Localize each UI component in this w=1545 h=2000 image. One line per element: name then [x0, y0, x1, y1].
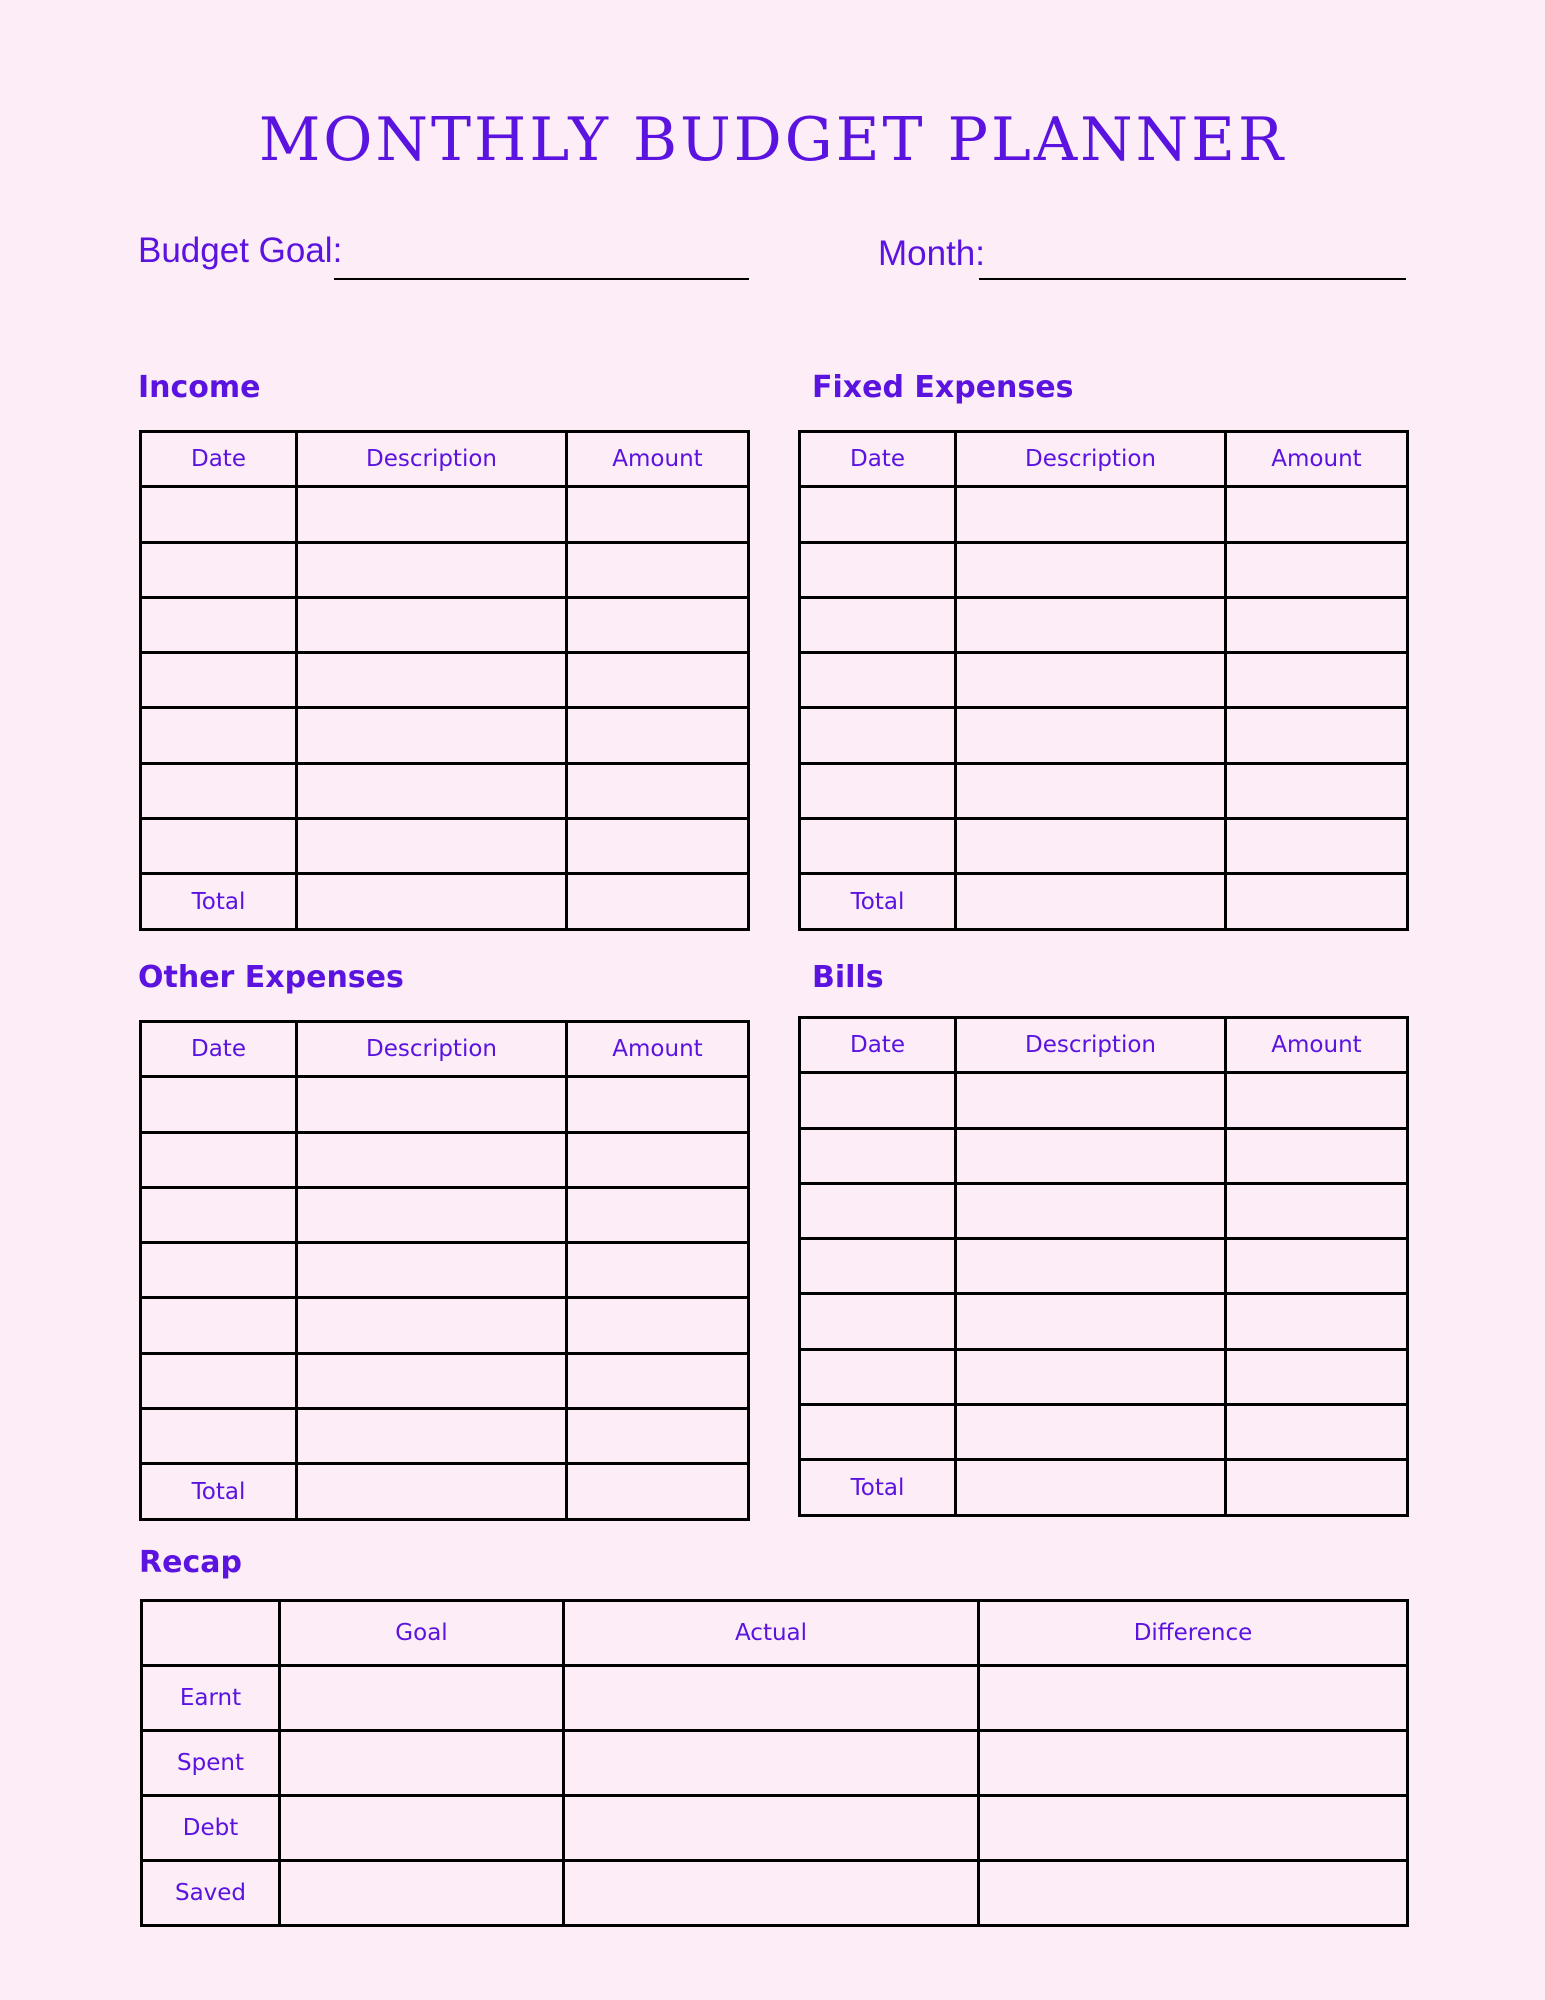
debt-goal-cell[interactable]: [280, 1796, 564, 1861]
total-label: Total: [800, 874, 956, 929]
amount-cell[interactable]: [1226, 1405, 1408, 1460]
table-row: [141, 763, 749, 818]
recap-column-actual: Actual: [564, 1601, 979, 1666]
description-cell[interactable]: [956, 653, 1226, 708]
description-cell[interactable]: [297, 763, 567, 818]
amount-cell[interactable]: [1226, 653, 1408, 708]
description-cell[interactable]: [297, 1187, 567, 1242]
date-cell[interactable]: [800, 653, 956, 708]
amount-cell[interactable]: [1226, 763, 1408, 818]
recap-row-saved: [142, 1861, 1408, 1926]
recap-row-earnt: [142, 1666, 1408, 1731]
date-cell[interactable]: [141, 487, 297, 542]
date-cell[interactable]: [800, 1128, 956, 1183]
amount-cell[interactable]: [1226, 708, 1408, 763]
date-cell[interactable]: [141, 1298, 297, 1353]
date-cell[interactable]: [141, 763, 297, 818]
table-row: [800, 1128, 1408, 1183]
date-cell[interactable]: [800, 1073, 956, 1128]
total-row: [141, 1464, 749, 1519]
description-cell[interactable]: [956, 1294, 1226, 1349]
date-cell[interactable]: [141, 653, 297, 708]
amount-cell[interactable]: [1226, 487, 1408, 542]
table-row: [800, 1183, 1408, 1238]
column-header-description: Description: [297, 432, 567, 487]
table-row: [141, 1298, 749, 1353]
table-row: [141, 542, 749, 597]
amount-cell[interactable]: [1226, 819, 1408, 874]
income-section-title: Income: [138, 370, 261, 405]
column-header-description: Description: [956, 432, 1226, 487]
total-amount-cell[interactable]: [567, 1464, 749, 1519]
budget-goal-label: Budget Goal:: [138, 231, 343, 270]
table-row: [800, 1294, 1408, 1349]
amount-cell[interactable]: [1226, 1349, 1408, 1404]
description-cell[interactable]: [297, 1409, 567, 1464]
earnt-actual-cell[interactable]: [564, 1666, 979, 1731]
date-cell[interactable]: [800, 1239, 956, 1294]
amount-cell[interactable]: [567, 1298, 749, 1353]
income-table: [139, 430, 750, 931]
earnt-difference-cell[interactable]: [979, 1666, 1408, 1731]
total-description-cell[interactable]: [956, 874, 1226, 929]
total-row: [800, 1460, 1408, 1515]
date-cell[interactable]: [800, 708, 956, 763]
column-header-date: Date: [800, 432, 956, 487]
column-header-amount: Amount: [567, 432, 749, 487]
amount-cell[interactable]: [1226, 1183, 1408, 1238]
saved-goal-cell[interactable]: [280, 1861, 564, 1926]
column-header-amount: Amount: [1226, 1018, 1408, 1073]
date-cell[interactable]: [800, 1405, 956, 1460]
amount-cell[interactable]: [1226, 1073, 1408, 1128]
description-cell[interactable]: [297, 1077, 567, 1132]
total-amount-cell[interactable]: [1226, 1460, 1408, 1515]
month-label: Month:: [878, 234, 985, 273]
page-title: MONTHLY BUDGET PLANNER: [258, 105, 1287, 175]
column-header-description: Description: [956, 1018, 1226, 1073]
date-cell[interactable]: [141, 597, 297, 652]
recap-table: [140, 1599, 1409, 1927]
date-cell[interactable]: [800, 1183, 956, 1238]
column-header-amount: Amount: [567, 1022, 749, 1077]
header-row: [141, 1022, 749, 1077]
amount-cell[interactable]: [567, 653, 749, 708]
description-cell[interactable]: [297, 1243, 567, 1298]
recap-row-label: Saved: [142, 1861, 280, 1926]
spent-goal-cell[interactable]: [280, 1731, 564, 1796]
column-header-amount: Amount: [1226, 432, 1408, 487]
fixed-expenses-section-title: Fixed Expenses: [812, 370, 1074, 405]
fixed-expenses-table: [798, 430, 1409, 931]
amount-cell[interactable]: [567, 708, 749, 763]
total-amount-cell[interactable]: [567, 874, 749, 929]
table-row: [141, 1187, 749, 1242]
amount-cell[interactable]: [567, 487, 749, 542]
table-row: [800, 1405, 1408, 1460]
month-field[interactable]: [979, 278, 1406, 280]
amount-cell[interactable]: [1226, 542, 1408, 597]
recap-row-label: Debt: [142, 1796, 280, 1861]
table-row: [141, 708, 749, 763]
amount-cell[interactable]: [567, 1353, 749, 1408]
description-cell[interactable]: [297, 1132, 567, 1187]
table-row: [800, 542, 1408, 597]
amount-cell[interactable]: [567, 1243, 749, 1298]
total-row: [141, 874, 749, 929]
description-cell[interactable]: [956, 1183, 1226, 1238]
date-cell[interactable]: [800, 487, 956, 542]
total-label: Total: [141, 874, 297, 929]
date-cell[interactable]: [141, 542, 297, 597]
date-cell[interactable]: [141, 1077, 297, 1132]
total-row: [800, 874, 1408, 929]
amount-cell[interactable]: [1226, 597, 1408, 652]
date-cell[interactable]: [800, 1294, 956, 1349]
header-row: [800, 432, 1408, 487]
description-cell[interactable]: [956, 763, 1226, 818]
description-cell[interactable]: [956, 1073, 1226, 1128]
table-row: [800, 597, 1408, 652]
table-row: [800, 1239, 1408, 1294]
description-cell[interactable]: [956, 708, 1226, 763]
column-header-date: Date: [141, 432, 297, 487]
date-cell[interactable]: [141, 1243, 297, 1298]
amount-cell[interactable]: [567, 542, 749, 597]
description-cell[interactable]: [956, 1349, 1226, 1404]
total-description-cell[interactable]: [956, 1460, 1226, 1515]
recap-section-title: Recap: [139, 1545, 242, 1580]
recap-header-row: [142, 1601, 1408, 1666]
table-row: [141, 1353, 749, 1408]
recap-column-goal: Goal: [280, 1601, 564, 1666]
table-row: [141, 1077, 749, 1132]
other-expenses-section-title: Other Expenses: [138, 960, 404, 995]
recap-row-label: Earnt: [142, 1666, 280, 1731]
description-cell[interactable]: [297, 1353, 567, 1408]
budget-goal-field[interactable]: [334, 278, 749, 280]
description-cell[interactable]: [297, 708, 567, 763]
description-cell[interactable]: [297, 487, 567, 542]
amount-cell[interactable]: [567, 1077, 749, 1132]
date-cell[interactable]: [141, 1353, 297, 1408]
date-cell[interactable]: [800, 1349, 956, 1404]
table-row: [141, 1243, 749, 1298]
debt-actual-cell[interactable]: [564, 1796, 979, 1861]
total-label: Total: [800, 1460, 956, 1515]
other-expenses-table: [139, 1020, 750, 1521]
description-cell[interactable]: [297, 542, 567, 597]
header-row: [141, 432, 749, 487]
spent-actual-cell[interactable]: [564, 1731, 979, 1796]
date-cell[interactable]: [800, 819, 956, 874]
description-cell[interactable]: [297, 597, 567, 652]
saved-difference-cell[interactable]: [979, 1861, 1408, 1926]
table-row: [141, 487, 749, 542]
table-row: [141, 1132, 749, 1187]
table-row: [800, 487, 1408, 542]
recap-column-corner: [142, 1601, 280, 1666]
description-cell[interactable]: [297, 819, 567, 874]
total-description-cell[interactable]: [297, 874, 567, 929]
debt-difference-cell[interactable]: [979, 1796, 1408, 1861]
amount-cell[interactable]: [567, 597, 749, 652]
description-cell[interactable]: [956, 542, 1226, 597]
table-row: [800, 653, 1408, 708]
total-label: Total: [141, 1464, 297, 1519]
table-row: [800, 1073, 1408, 1128]
column-header-description: Description: [297, 1022, 567, 1077]
header-row: [800, 1018, 1408, 1073]
date-cell[interactable]: [141, 708, 297, 763]
description-cell[interactable]: [956, 1239, 1226, 1294]
column-header-date: Date: [800, 1018, 956, 1073]
description-cell[interactable]: [297, 1298, 567, 1353]
spent-difference-cell[interactable]: [979, 1731, 1408, 1796]
amount-cell[interactable]: [567, 1409, 749, 1464]
date-cell[interactable]: [800, 597, 956, 652]
date-cell[interactable]: [141, 819, 297, 874]
total-amount-cell[interactable]: [1226, 874, 1408, 929]
table-row: [141, 819, 749, 874]
table-row: [141, 1409, 749, 1464]
description-cell[interactable]: [956, 819, 1226, 874]
description-cell[interactable]: [297, 653, 567, 708]
table-row: [141, 597, 749, 652]
description-cell[interactable]: [956, 1128, 1226, 1183]
amount-cell[interactable]: [567, 1187, 749, 1242]
description-cell[interactable]: [956, 1405, 1226, 1460]
table-row: [800, 763, 1408, 818]
total-description-cell[interactable]: [297, 1464, 567, 1519]
date-cell[interactable]: [141, 1132, 297, 1187]
description-cell[interactable]: [956, 487, 1226, 542]
recap-column-difference: Difference: [979, 1601, 1408, 1666]
recap-row-spent: [142, 1731, 1408, 1796]
recap-row-label: Spent: [142, 1731, 280, 1796]
column-header-date: Date: [141, 1022, 297, 1077]
date-cell[interactable]: [800, 542, 956, 597]
amount-cell[interactable]: [1226, 1239, 1408, 1294]
bills-section-title: Bills: [812, 960, 884, 995]
table-row: [800, 819, 1408, 874]
description-cell[interactable]: [956, 597, 1226, 652]
table-row: [141, 653, 749, 708]
table-row: [800, 708, 1408, 763]
amount-cell[interactable]: [1226, 1128, 1408, 1183]
bills-table: [798, 1016, 1409, 1517]
amount-cell[interactable]: [567, 819, 749, 874]
date-cell[interactable]: [800, 763, 956, 818]
amount-cell[interactable]: [567, 763, 749, 818]
amount-cell[interactable]: [567, 1132, 749, 1187]
date-cell[interactable]: [141, 1409, 297, 1464]
saved-actual-cell[interactable]: [564, 1861, 979, 1926]
earnt-goal-cell[interactable]: [280, 1666, 564, 1731]
recap-row-debt: [142, 1796, 1408, 1861]
amount-cell[interactable]: [1226, 1294, 1408, 1349]
table-row: [800, 1349, 1408, 1404]
date-cell[interactable]: [141, 1187, 297, 1242]
